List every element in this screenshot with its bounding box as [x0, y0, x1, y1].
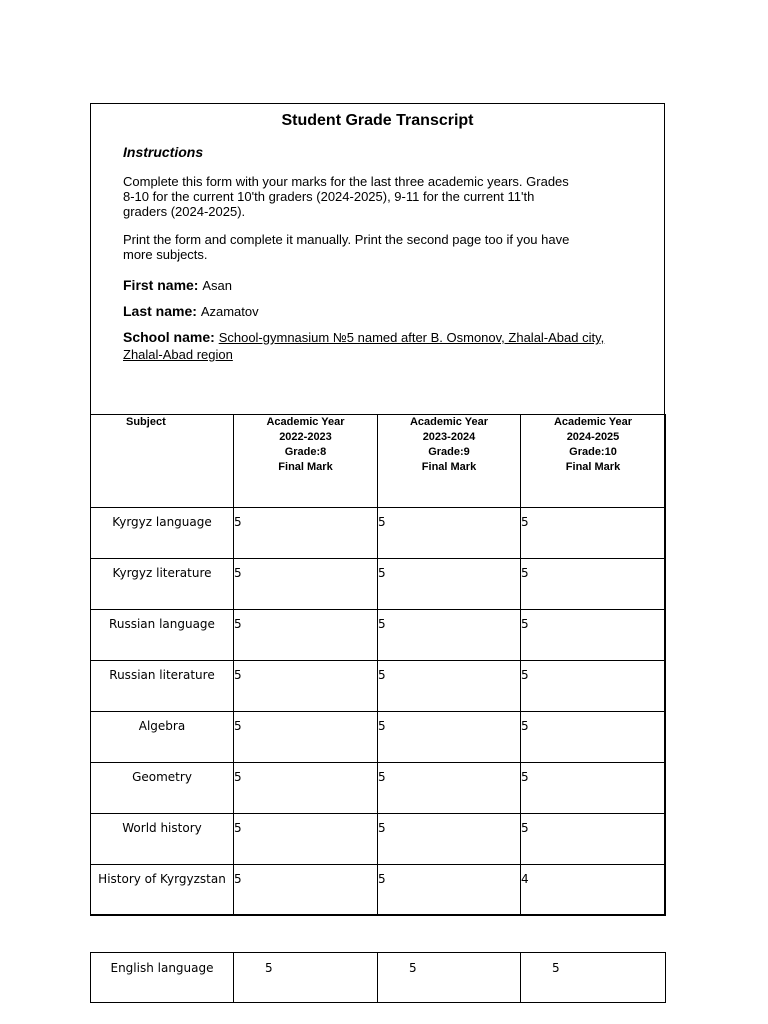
year-column-header-1	[234, 415, 378, 508]
mark-cell: 5	[378, 559, 521, 610]
last-name-label: Last name:	[123, 303, 197, 319]
mark-cell: 5	[378, 610, 521, 661]
mark-cell: 5	[234, 661, 378, 712]
table-row	[91, 763, 666, 814]
mark-cell: 5	[521, 508, 666, 559]
subject-cell: History of Kyrgyzstan	[91, 865, 234, 916]
table-row	[91, 559, 666, 610]
mark-cell: 5	[521, 814, 666, 865]
subject-cell: Russian language	[91, 610, 234, 661]
mark-cell: 5	[234, 953, 378, 1003]
year-column-header-3	[521, 415, 666, 508]
grades-table-continued	[90, 952, 666, 1003]
instructions-heading: Instructions	[123, 144, 204, 160]
header-line: Grade:9	[428, 446, 470, 458]
table-row	[91, 712, 666, 763]
mark-cell: 5	[234, 763, 378, 814]
mark-cell: 4	[521, 865, 666, 916]
first-name-field	[123, 277, 232, 293]
subject-cell: Geometry	[91, 763, 234, 814]
table-row	[91, 508, 666, 559]
mark-cell: 5	[521, 763, 666, 814]
subject-cell: Kyrgyz language	[91, 508, 234, 559]
table-row	[91, 661, 666, 712]
header-line: Academic Year	[266, 416, 345, 428]
first-name-value: Asan	[202, 278, 232, 293]
mark-cell: 5	[378, 508, 521, 559]
page-title: Student Grade Transcript	[281, 112, 474, 129]
header-line: Grade:10	[569, 446, 617, 458]
header-line: 2023-2024	[422, 431, 476, 443]
mark-cell: 5	[521, 661, 666, 712]
mark-cell: 5	[234, 814, 378, 865]
subject-cell: Russian literature	[91, 661, 234, 712]
table-row	[91, 953, 666, 1003]
header-line: Final Mark	[421, 461, 477, 473]
mark-cell: 5	[521, 559, 666, 610]
mark-cell: 5	[521, 610, 666, 661]
year-column-header-2	[378, 415, 521, 508]
header-line: Final Mark	[565, 461, 621, 473]
school-name-field	[123, 329, 623, 363]
header-line: Academic Year	[553, 416, 633, 428]
mark-cell: 5	[378, 953, 521, 1003]
school-name-value: School-gymnasium №5 named after B. Osmonov, Zhalal-Abad city, Zhalal-Abad region	[123, 330, 605, 362]
mark-cell: 5	[378, 763, 521, 814]
mark-cell: 5	[234, 610, 378, 661]
mark-cell: 5	[378, 865, 521, 916]
header-line: Grade:8	[284, 446, 327, 458]
mark-cell: 5	[521, 712, 666, 763]
header-line: 2022-2023	[279, 431, 332, 443]
instructions-paragraph-2: Print the form and complete it manually. Print the second page too if you have more subjects.	[123, 232, 570, 262]
header-line: 2024-2025	[566, 431, 620, 443]
school-name-label: School name:	[123, 329, 215, 345]
mark-cell: 5	[234, 559, 378, 610]
mark-cell: 5	[378, 814, 521, 865]
mark-cell: 5	[234, 508, 378, 559]
mark-cell: 5	[521, 953, 666, 1003]
table-row	[91, 865, 666, 916]
subject-column-header: Subject	[91, 415, 234, 508]
mark-cell: 5	[234, 712, 378, 763]
first-name-label: First name:	[123, 277, 199, 293]
mark-cell: 5	[378, 712, 521, 763]
header-line: Final Mark	[278, 461, 333, 473]
header-line: Academic Year	[409, 416, 489, 428]
subject-cell: Algebra	[91, 712, 234, 763]
instructions-paragraph-1: Complete this form with your marks for the last three academic years. Grades 8-10 for the current 10'th graders (2024-2025), 9-11 for the current 11'th graders (2024-2025).	[123, 174, 569, 219]
table-header-row	[91, 415, 666, 508]
table-row	[91, 814, 666, 865]
mark-cell: 5	[234, 865, 378, 916]
subject-cell: Kyrgyz literature	[91, 559, 234, 610]
mark-cell: 5	[378, 661, 521, 712]
table-row	[91, 610, 666, 661]
last-name-field	[123, 303, 259, 319]
subject-cell: English language	[91, 953, 234, 1003]
subject-cell: World history	[91, 814, 234, 865]
grades-table	[90, 414, 666, 916]
last-name-value: Azamatov	[200, 304, 259, 319]
